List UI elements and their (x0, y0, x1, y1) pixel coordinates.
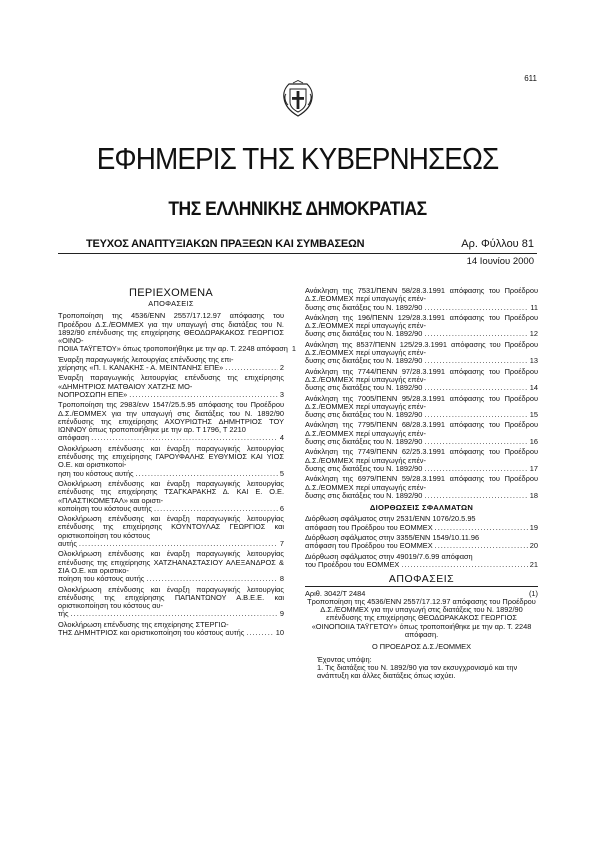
toc-entry-page: 12 (529, 329, 538, 339)
toc-entry (58, 356, 284, 373)
toc-entry (305, 395, 538, 420)
toc-entry-text: Διόρθωση σφάλματος στην 49019/7.6.99 απόφαση (305, 551, 473, 561)
toc-entry-page: 13 (529, 356, 538, 366)
dot-leader (424, 357, 527, 365)
dot-leader (424, 330, 527, 338)
decision-summary: Τροποποίηση της 4536/ΕΝΝ 2557/17.12.97 απόφασης του Προέδρου Δ.Σ./ΕΟΜΜΕΧ για την υπαγωγή στις διατάξεις του Ν. 1892/90 επένδυσης της επιχείρησης ΘΕΟΔΩΡΑΚΑΚΟΣ ΓΕΩΡΓΙΟΣ «ΟΙΝΟΠΟΙΙΑ ΤΑΫΓΕΤΟΥ» όπως τροποποιήθηκε με την αρ. Τ. 2248 απόφαση. (307, 596, 536, 639)
toc-entry-leader (58, 470, 284, 478)
dot-leader (435, 542, 528, 550)
toc-entry-page: 17 (529, 463, 538, 473)
law-paragraph: 1. Τις διατάξεις του Ν. 1892/90 για τον εκσυγχρονισμό και την ανάπτυξη και άλλες διατάξεις όπως ισχύει. (317, 662, 518, 681)
toc-entry-text: Διόρθωση σφάλματος στην 3355/ΕΝΝ 1549/10.11.96 (305, 533, 480, 543)
toc-entry-text: Ανάκληση της 196/ΠΕΝΝ 129/28.3.1991 απόφασης του Προέδρου Δ.Σ./ΕΟΜΜΕΧ περί υπαγωγής επέν- (305, 312, 538, 331)
issuing-authority: Ο ΠΡΟΕΔΡΟΣ Δ.Σ./ΕΟΜΜΕΧ (371, 642, 472, 652)
toc-entry-leader (58, 505, 284, 513)
toc-entry-page: 18 (529, 490, 538, 500)
toc-entry (305, 421, 538, 446)
dot-leader (424, 438, 527, 446)
toc-entry-text: Τροποποίηση της 2983/ενν 1547/25.5.95 απόφασης του Προέδρου Δ.Σ./ΕΟΜΜΕΧ για την υπαγωγή στις διατάξεις του Ν. 1892/90 επένδυσης της επιχείρησης ΑΧΟΥΡΙΩΤΗΣ ΔΗΜΗΤΡΙΟΣ ΤΟΥ ΙΩΝΝΟΥ όπως τροποποιήθηκε με την αρ. Τ 1796, Τ 2210 (58, 400, 284, 435)
toc-entry-leader (305, 384, 538, 392)
decisions-divider (305, 586, 538, 587)
toc-entry-leader (58, 540, 284, 548)
toc-entry-last-line: δυσης στις διατάξεις του Ν. 1892/90 (305, 490, 423, 500)
toc-right-column (305, 287, 538, 680)
toc-entry-leader (305, 465, 538, 473)
toc-left-list (58, 311, 297, 637)
toc-entry-text: Ολοκλήρωση επένδυσης και έναρξη παραγωγικής λειτουργίας επένδυσης της επιχείρησης ΧΑΤΖΗΑΝΑΣΤΑΣΙΟΥ ΑΛΕΞΑΝΔΡΟΣ & ΣΙΑ Ο.Ε. και οριστικο- (58, 549, 284, 575)
toc-entry-text: Ολοκλήρωση επένδυσης της επιχείρησης ΣΤΕΡΓΙΩ- (58, 619, 229, 629)
dot-leader (129, 391, 278, 399)
toc-entry-last-line: αυτής (58, 539, 77, 549)
toc-entry-text: Ολοκλήρωση επένδυσης και έναρξη παραγωγικής λειτουργίας επένδυσης της επιχείρησης ΚΟΥΝΤΟΥΛΑΣ ΓΕΩΡΓΙΟΣ και οριστικοποίηση του κόστους (58, 514, 284, 540)
toc-entry (58, 445, 284, 478)
decision-number: Αριθ. 3042/Τ 2484 (305, 588, 366, 598)
dot-leader (146, 575, 278, 583)
toc-entry-last-line: ΝΟΠΡΟΣΩΠΗ ΕΠΕ» (58, 389, 128, 399)
toc-entry (305, 287, 538, 312)
toc-entry (305, 368, 538, 393)
decision-index: (1) (528, 588, 538, 598)
dot-leader (71, 610, 278, 618)
toc-entry-last-line: του Προέδρου του ΕΟΜΜΕΧ (305, 559, 400, 569)
dot-leader (435, 524, 528, 532)
toc-entry-page: 6 (279, 503, 284, 513)
toc-entry-last-line: χείρησης «Π. Ι. ΚΑΝΑΚΗΣ - Α. ΜΕΙΝΤΑΝΗΣ ΕΠΕ» (58, 363, 224, 373)
toc-entry-page: 14 (529, 383, 538, 393)
toc-entry (305, 314, 538, 339)
toc-entry-last-line: απόφαση (58, 433, 90, 443)
toc-entry (305, 515, 538, 532)
having-regard: Έχοντας υπόψη: (317, 654, 372, 664)
toc-entry-text: Έναρξη παραγωγικής λειτουργίας επένδυσης της επιχείρησης «ΔΗΜΗΤΡΙΟΣ ΜΑΤΘΑΙΟΥ ΧΑΤΖΗΣ ΜΟ- (58, 373, 284, 391)
issue-date: 14 Ιουνίου 2000 (466, 256, 534, 267)
toc-entry (305, 553, 538, 570)
toc-entry-page: 10 (275, 627, 284, 637)
dot-leader (79, 540, 278, 548)
gazette-title: ΕΦΗΜΕΡΙΣ ΤΗΣ ΚΥΒΕΡΝΗΣΕΩΣ (96, 141, 499, 176)
toc-entry-page: 2 (279, 363, 284, 373)
toc-entry (305, 534, 538, 551)
toc-entry-last-line: ΠΟΙΙΑ ΤΑΫΓΕΤΟΥ» όπως τροποποιήθηκε με την αρ. Τ. 2248 απόφαση (58, 344, 288, 354)
toc-entry-last-line: ποίηση του κόστους αυτής (58, 574, 145, 584)
toc-entry-text: Τροποποίηση της 4536/ΕΝΝ 2557/17.12.97 απόφασης του Προέδρου Δ.Σ./ΕΟΜΜΕΧ για την υπαγωγή στις διατάξεις του Ν. 1892/90 επένδυσης της επιχείρησης ΘΕΟΔΩΡΑΚΑΚΟΣ ΓΕΩΡΓΙΟΣ «ΟΙΝΟ- (58, 311, 284, 346)
corrections-heading: ΔΙΟΡΘΩΣΕΙΣ ΣΦΑΛΜΑΤΩΝ (369, 503, 474, 513)
dot-leader (246, 629, 273, 637)
toc-entry-text: Ανάκληση της 7744/ΠΕΝΝ 97/28.3.1991 απόφασης του Προέδρου Δ.Σ./ΕΟΜΜΕΧ περί υπαγωγής επέν- (305, 366, 538, 384)
toc-entry (305, 341, 538, 366)
toc-entry-page: 19 (529, 522, 538, 532)
toc-entry (58, 550, 284, 583)
toc-entry-leader (305, 542, 538, 550)
toc-entry (58, 586, 284, 619)
toc-entry-text: Ανάκληση της 8537/ΠΕΝΝ 125/29.3.1991 απόφασης του Προέδρου Δ.Σ./ΕΟΜΜΕΧ περί υπαγωγής επέν- (305, 339, 538, 358)
toc-entry-last-line: απόφαση του Προέδρου του ΕΟΜΜΕΧ (305, 541, 433, 551)
toc-entry-last-line: κοποίηση του κόστους αυτής (58, 503, 152, 513)
toc-entry (58, 311, 297, 354)
dot-leader (424, 304, 528, 312)
toc-entry-last-line: απόφαση του Προέδρου του ΕΟΜΜΕΧ (305, 522, 433, 532)
dot-leader (154, 505, 278, 513)
toc-entry-text: Έναρξη παραγωγικής λειτουργίας επένδυσης της επι- (58, 354, 234, 364)
toc-entry-page: 5 (279, 468, 284, 478)
toc-entry-last-line: δυσης στις διατάξεις του Ν. 1892/90 (305, 383, 423, 393)
toc-entry-leader (305, 492, 538, 500)
toc-entry (58, 480, 284, 513)
decisions-title: ΑΠΟΦΑΣΕΙΣ (388, 573, 455, 586)
dot-leader (424, 465, 527, 473)
toc-entry-last-line: δυσης στις διατάξεις του Ν. 1892/90 (305, 356, 423, 366)
dot-leader (91, 434, 278, 442)
toc-right-list (305, 287, 538, 500)
toc-entry-leader (58, 434, 284, 442)
toc-entry-text: Διόρθωση σφάλματος στην 2531/ΕΝΝ 1076/20.5.95 (305, 514, 476, 524)
toc-entry-leader (305, 411, 538, 419)
toc-entry-last-line: δυσης στις διατάξεις του Ν. 1892/90 (305, 329, 423, 339)
sheet-number: Αρ. Φύλλου 81 (461, 238, 534, 250)
toc-entry-page: 11 (530, 302, 538, 312)
toc-entry-last-line: δυσης στις διατάξεις του Ν. 1892/90 (305, 410, 423, 420)
toc-entry-page: 15 (529, 410, 538, 420)
dot-leader (136, 470, 278, 478)
dot-leader (401, 561, 527, 569)
toc-entry-last-line: δυσης στις διατάξεις του Ν. 1892/90 (305, 437, 423, 447)
toc-entry (58, 401, 284, 442)
dot-leader (424, 411, 527, 419)
toc-entry (58, 374, 284, 399)
toc-entry-last-line: δυσης στις διατάξεις του Ν. 1892/90 (305, 302, 423, 312)
toc-entry-leader (58, 629, 284, 637)
dot-leader (424, 384, 527, 392)
dot-leader (225, 364, 278, 372)
toc-entry-leader (58, 610, 284, 618)
toc-entry-leader (58, 364, 284, 372)
toc-entry-page: 20 (529, 541, 538, 551)
coat-of-arms-icon (281, 80, 315, 120)
issue-type: ΤΕΥΧΟΣ ΑΝΑΠΤΥΞΙΑΚΩΝ ΠΡΑΞΕΩΝ ΚΑΙ ΣΥΜΒΑΣΕΩΝ (86, 238, 365, 250)
toc-section-heading: ΑΠΟΦΑΣΕΙΣ (148, 299, 194, 308)
toc-entry-page: 21 (529, 559, 538, 569)
toc-entry-leader (58, 344, 297, 354)
corrections-list (305, 515, 538, 569)
toc-entry-page: 1 (291, 344, 297, 354)
toc-entry-leader (305, 438, 538, 446)
toc-entry-text: Ανάκληση της 6979/ΠΕΝΝ 59/28.3.1991 απόφασης του Προέδρου Δ.Σ./ΕΟΜΜΕΧ περί υπαγωγής επέν- (305, 474, 538, 492)
toc-entry-last-line: τής (58, 609, 69, 619)
toc-entry-page: 7 (279, 539, 284, 549)
toc-entry-page: 9 (279, 609, 284, 619)
toc-entry-text: Ολοκλήρωση επένδυσης και έναρξη παραγωγικής λειτουργίας επένδυσης της επιχείρησης ΠΑΠΑΝΤΩΝΟΥ Α.Β.Ε.Ε. και οριστικοποίηση του κόστους αυ- (58, 584, 284, 611)
toc-entry-leader (305, 561, 538, 569)
toc-entry-text: Ολοκλήρωση επένδυσης και έναρξη παραγωγικής λειτουργίας επένδυσης της επιχείρησης ΤΣΑΓΚΑΡΑΚΗΣ Δ. ΚΑΙ Ε. Ο.Ε. «ΠΛΑΣΤΙΚΟΜΕΤΑΛ» και οριστι- (58, 478, 284, 505)
toc-heading: ΠΕΡΙΕΧΟΜΕΝΑ (129, 287, 213, 299)
toc-entry-page: 3 (279, 389, 284, 399)
toc-entry-leader (305, 330, 538, 338)
toc-entry-text: Ανάκληση της 7749/ΠΕΝΝ 62/25.3.1991 απόφασης του Προέδρου Δ.Σ./ΕΟΜΜΕΧ περί υπαγωγής επέν- (305, 447, 538, 465)
toc-entry-text: Ανάκληση της 7005/ΠΕΝΝ 95/28.3.1991 απόφασης του Προέδρου Δ.Σ./ΕΟΜΜΕΧ περί υπαγωγής επέν- (305, 393, 538, 411)
toc-entry (58, 515, 284, 548)
toc-entry-last-line: ηση του κόστους αυτής (58, 468, 134, 478)
toc-entry-last-line: ΤΗΣ ΔΗΜΗΤΡΙΟΣ και οριστικοποίηση του κόστους αυτής (58, 627, 245, 637)
toc-entry-leader (58, 575, 284, 583)
toc-entry-text: Ανάκληση της 7531/ΠΕΝΝ 58/28.3.1991 απόφασης του Προέδρου Δ.Σ./ΕΟΜΜΕΧ περί υπαγωγής επέν- (305, 286, 538, 304)
toc-entry-page: 8 (279, 574, 284, 584)
toc-entry-last-line: δυσης στις διατάξεις του Ν. 1892/90 (305, 463, 423, 473)
toc-entry-page: 16 (529, 437, 538, 447)
toc-entry-leader (305, 524, 538, 532)
toc-entry-page: 4 (279, 433, 284, 443)
header-divider (58, 253, 537, 254)
toc-entry (305, 475, 538, 500)
toc-entry-leader (305, 304, 538, 312)
toc-entry-leader (305, 357, 538, 365)
page-number: 611 (524, 74, 537, 83)
toc-entry-leader (58, 391, 284, 399)
toc-left-column (58, 287, 297, 639)
dot-leader (424, 492, 527, 500)
toc-entry-text: Ολοκλήρωση επένδυσης και έναρξη παραγωγικής λειτουργίας επένδυσης της επιχείρησης ΓΑΡΟΥΦΑΛΗΣ ΕΥΘΥΜΙΟΣ ΚΑΙ ΥΙΟΣ Ο.Ε. και οριστικοποί- (58, 443, 284, 470)
toc-entry (305, 448, 538, 473)
toc-entry (58, 621, 284, 638)
gazette-subtitle: ΤΗΣ ΕΛΛΗΝΙΚΗΣ ΔΗΜΟΚΡΑΤΙΑΣ (168, 199, 427, 220)
toc-entry-text: Ανάκληση της 7795/ΠΕΝΝ 68/28.3.1991 απόφασης του Προέδρου Δ.Σ./ΕΟΜΜΕΧ περί υπαγωγής επέν- (305, 420, 538, 438)
